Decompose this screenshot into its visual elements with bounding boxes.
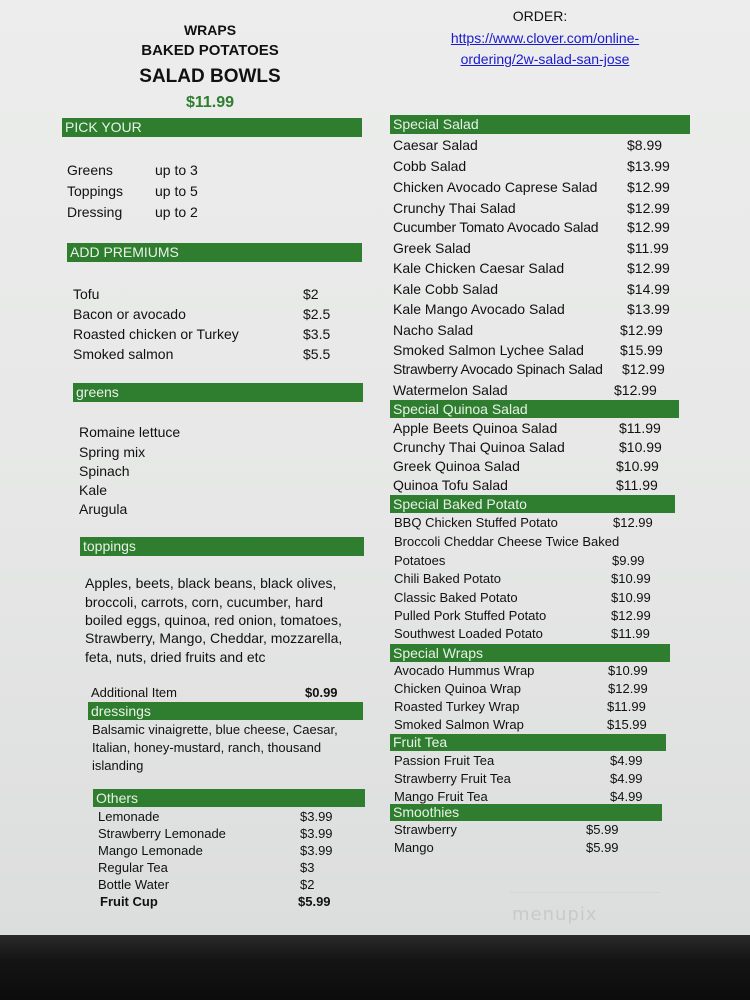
- dressings-line: islanding: [92, 758, 144, 773]
- others-item-price: $3.99: [300, 826, 333, 841]
- premium-salmon: Smoked salmon: [73, 346, 174, 362]
- smoothie-item-price: $5.99: [586, 822, 619, 837]
- salad-item: Watermelon Salad: [393, 382, 508, 398]
- order-link-line1[interactable]: https://www.clover.com/online-: [450, 30, 640, 46]
- others-item: Regular Tea: [98, 860, 168, 875]
- title-price: $11.99: [185, 94, 235, 111]
- salad-item-price: $12.99: [620, 322, 663, 338]
- quinoa-item: Crunchy Thai Quinoa Salad: [393, 439, 565, 455]
- pick-greens-label: Greens: [67, 162, 113, 178]
- smoothie-item: Mango: [394, 840, 434, 855]
- others-item: Strawberry Lemonade: [98, 826, 226, 841]
- tea-item-price: $4.99: [610, 753, 643, 768]
- salad-item: Greek Salad: [393, 240, 471, 256]
- salad-item-price: $12.99: [627, 219, 670, 235]
- additional-item-label: Additional Item: [91, 685, 177, 700]
- salad-item: Cobb Salad: [393, 158, 467, 174]
- quinoa-header: Special Quinoa Salad: [390, 400, 679, 418]
- wrap-item-price: $12.99: [608, 681, 648, 696]
- tea-item: Strawberry Fruit Tea: [394, 771, 511, 786]
- green-item: Spring mix: [79, 444, 146, 460]
- wrap-item-price: $10.99: [608, 663, 648, 678]
- potato-item-price: $12.99: [611, 608, 651, 623]
- salad-item: Caesar Salad: [393, 137, 478, 153]
- others-item: Bottle Water: [98, 877, 170, 892]
- potato-item: Broccoli Cheddar Cheese Twice Baked: [394, 534, 620, 549]
- others-item-price: $3: [300, 860, 315, 875]
- others-item: Mango Lemonade: [98, 843, 203, 858]
- others-item-price: $3.99: [300, 809, 333, 824]
- order-link-line2[interactable]: ordering/2w-salad-san-jose: [460, 51, 630, 67]
- others-item-price: $2: [300, 877, 315, 892]
- pick-your-header: PICK YOUR: [62, 118, 362, 137]
- salad-item-price: $12.99: [627, 260, 670, 276]
- potato-item: Chili Baked Potato: [394, 571, 501, 586]
- premium-tofu: Tofu: [73, 286, 100, 302]
- wrap-item: Chicken Quinoa Wrap: [394, 681, 521, 696]
- salad-item-price: $12.99: [622, 361, 665, 377]
- potato-item: Potatoes: [394, 553, 446, 568]
- salad-item-price: $13.99: [627, 301, 670, 317]
- greens-header: greens: [73, 383, 363, 402]
- toppings-line: broccoli, carrots, corn, cucumber, hard: [85, 594, 324, 610]
- others-header: Others: [93, 789, 365, 807]
- pick-toppings-label: Toppings: [67, 183, 124, 199]
- smoothies-header: Smoothies: [390, 804, 662, 821]
- dressings-line: Italian, honey-mustard, ranch, thousand: [92, 740, 322, 755]
- others-item-price: $3.99: [300, 843, 333, 858]
- salad-item-price: $15.99: [620, 342, 663, 358]
- potato-item: Pulled Pork Stuffed Potato: [394, 608, 547, 623]
- tea-item-price: $4.99: [610, 771, 643, 786]
- dressings-line: Balsamic vinaigrette, blue cheese, Caesar,: [92, 722, 338, 737]
- potato-item-price: $10.99: [611, 571, 651, 586]
- salad-item: Nacho Salad: [393, 322, 474, 338]
- wrap-item-price: $11.99: [607, 699, 646, 714]
- salad-item-price: $12.99: [627, 179, 670, 195]
- salad-item: Smoked Salmon Lychee Salad: [393, 342, 584, 358]
- toppings-line: Apples, beets, black beans, black olives,: [85, 575, 337, 591]
- others-item: Lemonade: [98, 809, 160, 824]
- premium-bacon-price: $2.5: [303, 306, 331, 322]
- salad-item: Crunchy Thai Salad: [393, 200, 516, 216]
- wrap-item: Smoked Salmon Wrap: [394, 717, 524, 732]
- salad-item-price: $14.99: [627, 281, 670, 297]
- potato-item: BBQ Chicken Stuffed Potato: [394, 515, 558, 530]
- potato-item: Southwest Loaded Potato: [394, 626, 543, 641]
- smoothie-item: Strawberry: [394, 822, 457, 837]
- premium-salmon-price: $5.5: [303, 346, 331, 362]
- potato-header: Special Baked Potato: [390, 495, 675, 513]
- quinoa-item-price: $11.99: [616, 477, 658, 493]
- toppings-line: boiled eggs, quinoa, red onion, tomatoes,: [85, 612, 342, 628]
- salad-item: Strawberry Avocado Spinach Salad: [393, 361, 603, 377]
- wraps-header: Special Wraps: [390, 644, 670, 662]
- order-label: ORDER:: [512, 8, 568, 24]
- tea-item: Mango Fruit Tea: [394, 789, 488, 804]
- watermark-divider: [510, 892, 660, 893]
- menupix-watermark: menupix: [512, 904, 598, 925]
- salad-item-price: $11.99: [627, 240, 669, 256]
- pick-dressing-label: Dressing: [67, 204, 123, 220]
- premium-chicken: Roasted chicken or Turkey: [73, 326, 239, 342]
- green-item: Kale: [79, 482, 108, 498]
- title-baked-potatoes: BAKED POTATOES: [141, 42, 279, 59]
- fruit-tea-header: Fruit Tea: [390, 734, 666, 751]
- potato-item-price: $9.99: [612, 553, 645, 568]
- pick-toppings-qty: up to 5: [155, 183, 198, 199]
- tea-item: Passion Fruit Tea: [394, 753, 495, 768]
- salad-item: Kale Chicken Caesar Salad: [393, 260, 565, 276]
- quinoa-item: Apple Beets Quinoa Salad: [393, 420, 558, 436]
- green-item: Arugula: [79, 501, 128, 517]
- quinoa-item-price: $11.99: [619, 420, 661, 436]
- others-item-price: $5.99: [298, 894, 331, 909]
- quinoa-item: Quinoa Tofu Salad: [393, 477, 508, 493]
- potato-item-price: $12.99: [613, 515, 653, 530]
- quinoa-item-price: $10.99: [616, 458, 659, 474]
- pick-dressing-qty: up to 2: [155, 204, 198, 220]
- toppings-header: toppings: [80, 537, 364, 556]
- monitor-bezel: [0, 935, 750, 1000]
- premium-chicken-price: $3.5: [303, 326, 331, 342]
- salad-item-price: $8.99: [627, 137, 663, 153]
- quinoa-item-price: $10.99: [619, 439, 662, 455]
- potato-item: Classic Baked Potato: [394, 590, 518, 605]
- salad-item-price: $12.99: [627, 200, 670, 216]
- wrap-item-price: $15.99: [607, 717, 647, 732]
- salad-item: Kale Cobb Salad: [393, 281, 499, 297]
- premium-tofu-price: $2: [303, 286, 319, 302]
- quinoa-item: Greek Quinoa Salad: [393, 458, 520, 474]
- toppings-line: feta, nuts, dried fruits and etc: [85, 649, 266, 665]
- salad-item-price: $12.99: [614, 382, 657, 398]
- salad-item: Cucumber Tomato Avocado Salad: [393, 219, 599, 235]
- title-wraps: WRAPS: [183, 22, 237, 38]
- tea-item-price: $4.99: [610, 789, 643, 804]
- green-item: Romaine lettuce: [79, 424, 181, 440]
- additional-item-price: $0.99: [305, 685, 338, 700]
- pick-greens-qty: up to 3: [155, 162, 198, 178]
- premiums-header: ADD PREMIUMS: [67, 243, 362, 262]
- title-salad-bowls: SALAD BOWLS: [139, 66, 281, 87]
- wrap-item: Roasted Turkey Wrap: [394, 699, 520, 714]
- potato-item-price: $10.99: [611, 590, 651, 605]
- smoothie-item-price: $5.99: [586, 840, 619, 855]
- potato-item-price: $11.99: [611, 626, 650, 641]
- toppings-line: Strawberry, Mango, Cheddar, mozzarella,: [85, 630, 343, 646]
- salad-item: Chicken Avocado Caprese Salad: [393, 179, 598, 195]
- salad-item-price: $13.99: [627, 158, 670, 174]
- wrap-item: Avocado Hummus Wrap: [394, 663, 535, 678]
- salad-item: Kale Mango Avocado Salad: [393, 301, 565, 317]
- premium-bacon: Bacon or avocado: [73, 306, 186, 322]
- others-item: Fruit Cup: [100, 894, 158, 909]
- green-item: Spinach: [79, 463, 130, 479]
- dressings-header: dressings: [88, 702, 363, 720]
- special-salad-header: Special Salad: [390, 115, 690, 134]
